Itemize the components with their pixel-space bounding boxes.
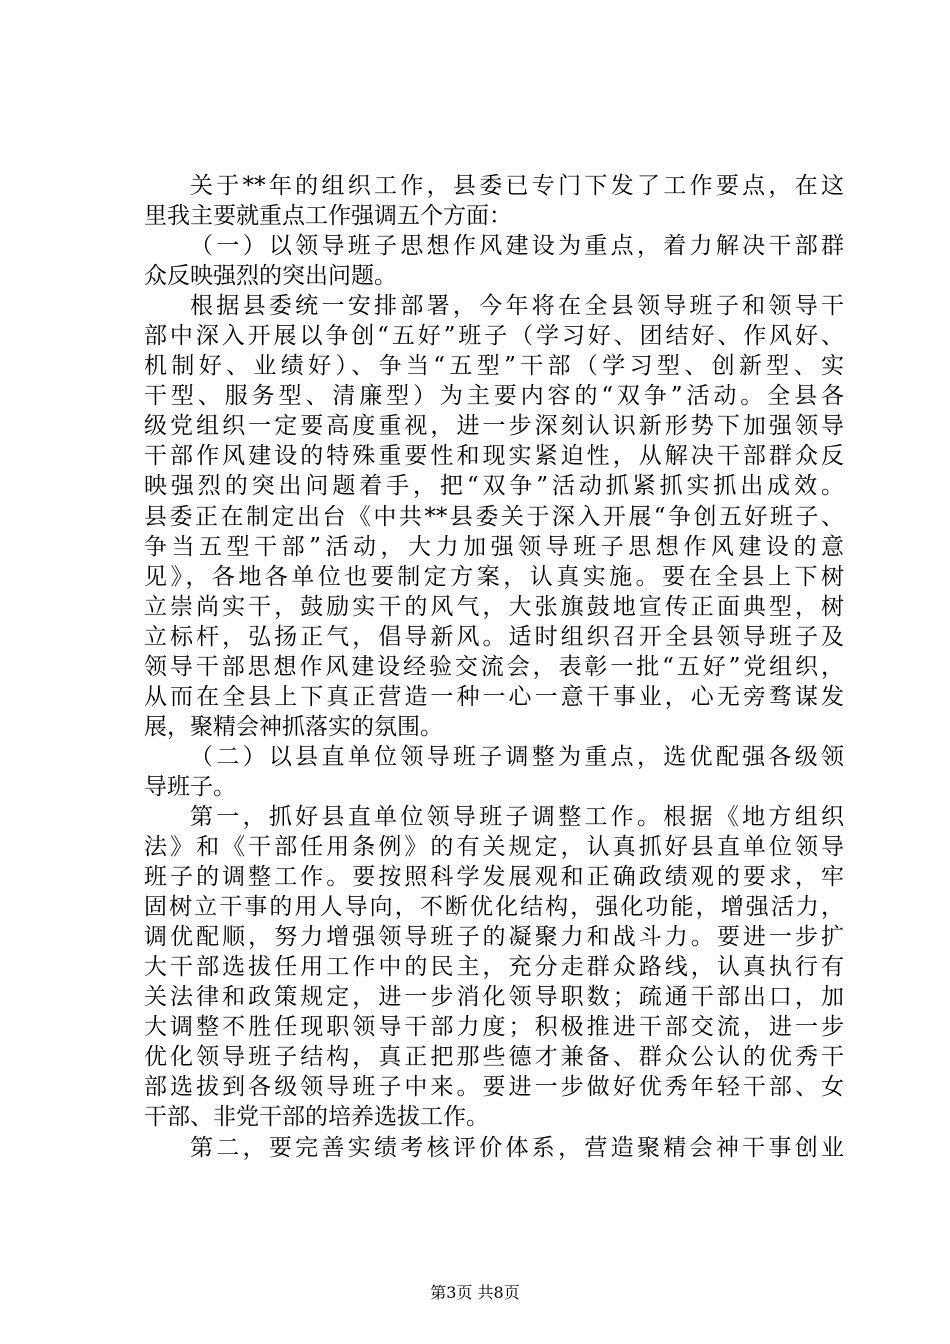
text-line: 优化领导班子结构，真正把那些德才兼备、群众公认的优秀干 — [144, 1044, 844, 1071]
text-line: 级党组织一定要高度重视，进一步深刻认识新形势下加强领导 — [144, 413, 844, 440]
text-line: 众反映强烈的突出问题。 — [144, 263, 397, 290]
text-line: 展，聚精会神抓落实的氛围。 — [144, 713, 443, 740]
text-line: 关于**年的组织工作，县委已专门下发了工作要点，在这 — [190, 173, 844, 199]
text-line: 里我主要就重点工作强调五个方面： — [144, 203, 512, 230]
text-line: 见》，各地各单位也要制定方案，认真实施。要在全县上下树 — [144, 563, 844, 590]
text-line: 县委正在制定出台《中共**县委关于深入开展“争创五好班子、 — [144, 503, 844, 530]
text-line: 导班子。 — [144, 773, 236, 800]
text-line: 干型、服务型、清廉型）为主要内容的“双争”活动。全县各 — [144, 383, 844, 410]
text-line: （二）以县直单位领导班子调整为重点，选优配强各级领 — [190, 743, 844, 770]
text-line: 调优配顺，努力增强领导班子的凝聚力和战斗力。要进一步扩 — [144, 924, 844, 951]
text-line: 固树立干事的用人导向，不断优化结构，强化功能，增强活力， — [144, 894, 844, 921]
text-line: 机制好、业绩好）、争当“五型”干部（学习型、创新型、实 — [144, 353, 844, 380]
text-line: 大调整不胜任现职领导干部力度；积极推进干部交流，进一步 — [144, 1014, 844, 1041]
text-line: 立崇尚实干，鼓励实干的风气，大张旗鼓地宣传正面典型，树 — [144, 593, 844, 620]
text-line: 立标杆，弘扬正气，倡导新风。适时组织召开全县领导班子及 — [144, 623, 844, 650]
text-line: 领导干部思想作风建设经验交流会，表彰一批“五好”党组织， — [144, 653, 844, 680]
text-line: 法》和《干部任用条例》的有关规定，认真抓好县直单位领导 — [144, 834, 844, 861]
text-line: 干部、非党干部的培养选拔工作。 — [144, 1104, 489, 1131]
text-line: 关法律和政策规定，进一步消化领导职数；疏通干部出口，加 — [144, 984, 844, 1011]
text-line: 争当五型干部”活动，大力加强领导班子思想作风建设的意 — [144, 533, 844, 560]
document-body — [144, 171, 844, 1163]
text-line: 根据县委统一安排部署，今年将在全县领导班子和领导干 — [190, 293, 844, 320]
text-line: 干部作风建设的特殊重要性和现实紧迫性，从解决干部群众反 — [144, 443, 844, 470]
text-line: 部选拔到各级领导班子中来。要进一步做好优秀年轻干部、女 — [144, 1074, 844, 1101]
text-line: 第二，要完善实绩考核评价体系，营造聚精会神干事创业 — [190, 1134, 844, 1161]
text-line: 从而在全县上下真正营造一种一心一意干事业，心无旁骛谋发 — [144, 683, 844, 710]
text-line: （一）以领导班子思想作风建设为重点，着力解决干部群 — [190, 233, 844, 260]
text-line: 第一，抓好县直单位领导班子调整工作。根据《地方组织 — [190, 803, 844, 830]
text-line: 部中深入开展以争创“五好”班子（学习好、团结好、作风好、 — [144, 323, 844, 350]
text-line: 班子的调整工作。要按照科学发展观和正确政绩观的要求，牢 — [144, 864, 844, 891]
text-line: 映强烈的突出问题着手，把“双争”活动抓紧抓实抓出成效。 — [144, 473, 844, 500]
text-line: 大干部选拔任用工作中的民主，充分走群众路线，认真执行有 — [144, 954, 844, 981]
page-footer: 第3页 共8页 — [430, 1283, 520, 1302]
